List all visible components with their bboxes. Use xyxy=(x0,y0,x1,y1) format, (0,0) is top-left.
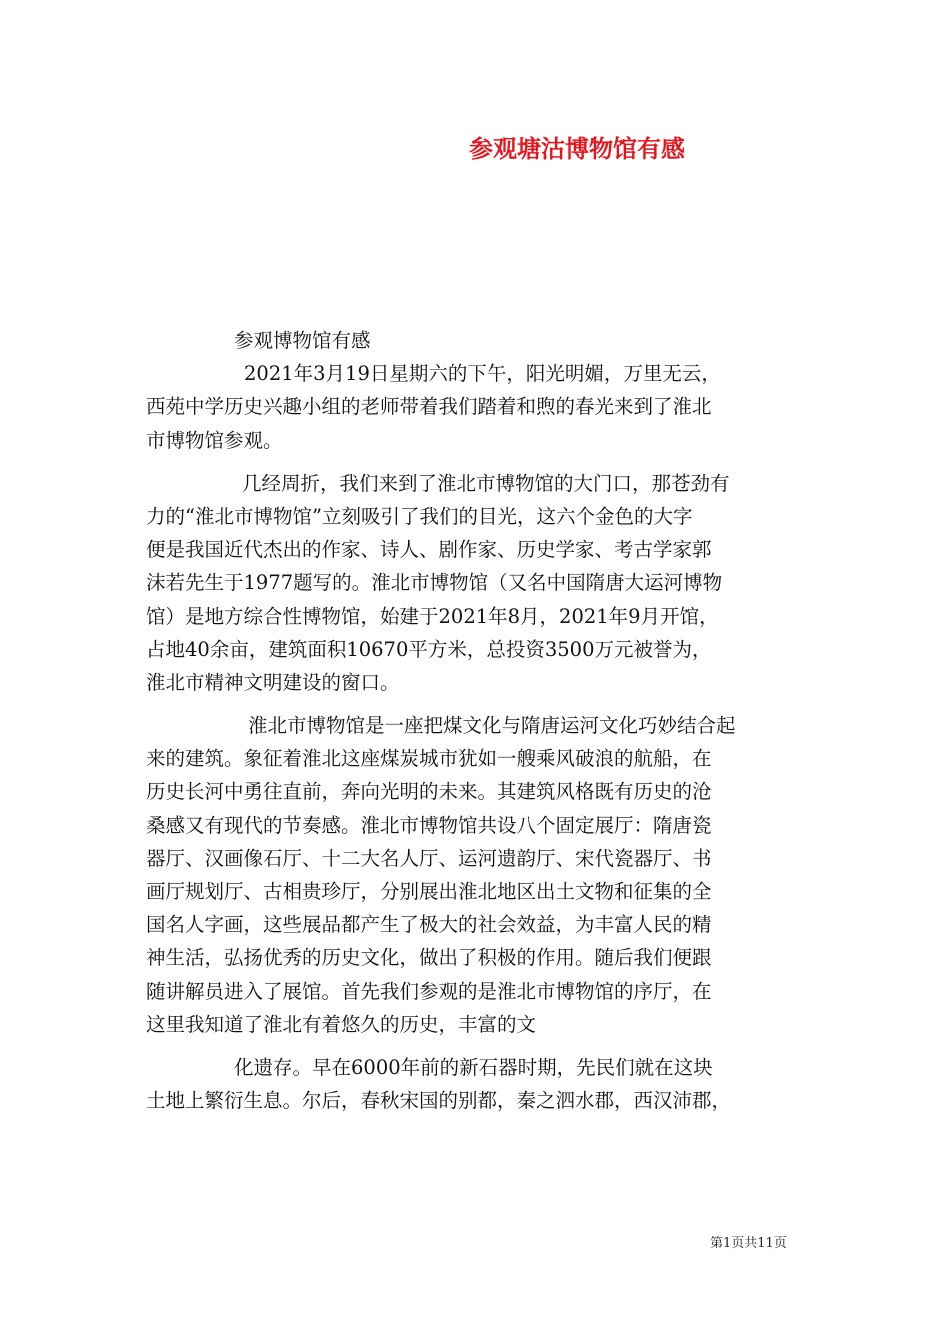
page-number: 第1页共11页 xyxy=(710,1236,787,1251)
text-line: 市博物馆参观。 xyxy=(146,428,283,452)
paragraph-1 xyxy=(146,357,816,457)
paragraph-2 xyxy=(146,467,816,699)
text-line: 占地40余亩，建筑面积10670平方米，总投资3500万元被誉为， xyxy=(146,637,712,661)
text-line: 化遗存。早在6000年前的新石器时期，先民们就在这块 xyxy=(234,1055,713,1079)
text-line: 桑感又有现代的节奏感。淮北市博物馆共设八个固定展厅：隋唐瓷 xyxy=(146,813,712,837)
text-line: 力的“淮北市博物馆”立刻吸引了我们的目光，这六个金色的大字 xyxy=(146,504,693,528)
text-line: 便是我国近代杰出的作家、诗人、剧作家、历史学家、考古学家郭 xyxy=(146,538,712,562)
section-heading: 参观博物馆有感 xyxy=(234,329,371,352)
text-line: 这里我知道了淮北有着悠久的历史，丰富的文 xyxy=(146,1012,537,1036)
text-line: 国名人字画，这些展品都产生了极大的社会效益，为丰富人民的精 xyxy=(146,913,712,937)
text-line: 历史长河中勇往直前，奔向光明的未来。其建筑风格既有历史的沧 xyxy=(146,780,712,804)
text-line: 神生活，弘扬优秀的历史文化，做出了积极的作用。随后我们便跟 xyxy=(146,946,712,970)
text-line: 来的建筑。象征着淮北这座煤炭城市犹如一艘乘风破浪的航船，在 xyxy=(146,747,712,771)
text-line: 几经周折，我们来到了淮北市博物馆的大门口，那苍劲有 xyxy=(242,471,730,495)
paragraph-3 xyxy=(146,709,816,1041)
page-title: 参观塘沽博物馆有感 xyxy=(469,134,685,163)
text-line: 2021年3月19日星期六的下午，阳光明媚，万里无云， xyxy=(244,362,721,386)
text-line: 馆）是地方综合性博物馆，始建于2021年8月，2021年9月开馆， xyxy=(146,604,719,628)
text-line: 淮北市博物馆是一座把煤文化与隋唐运河文化巧妙结合起 xyxy=(248,714,736,738)
text-line: 器厅、汉画像石厅、十二大名人厅、运河遗韵厅、宋代瓷器厅、书 xyxy=(146,846,712,870)
text-line: 淮北市精神文明建设的窗口。 xyxy=(146,670,400,694)
text-line: 沫若先生于1977题写的。淮北市博物馆（又名中国隋唐大运河博物 xyxy=(146,571,723,595)
text-line: 画厅规划厅、古相贵珍厅，分别展出淮北地区出土文物和征集的全 xyxy=(146,880,712,903)
document-body xyxy=(146,324,816,1117)
paragraph-4 xyxy=(146,1051,816,1117)
text-line: 西苑中学历史兴趣小组的老师带着我们踏着和煦的春光来到了淮北 xyxy=(146,395,712,419)
text-line: 土地上繁衍生息。尔后，春秋宋国的别都，秦之泗水郡，西汉沛郡， xyxy=(146,1089,732,1113)
text-line: 随讲解员进入了展馆。首先我们参观的是淮北市博物馆的序厅，在 xyxy=(146,979,712,1003)
